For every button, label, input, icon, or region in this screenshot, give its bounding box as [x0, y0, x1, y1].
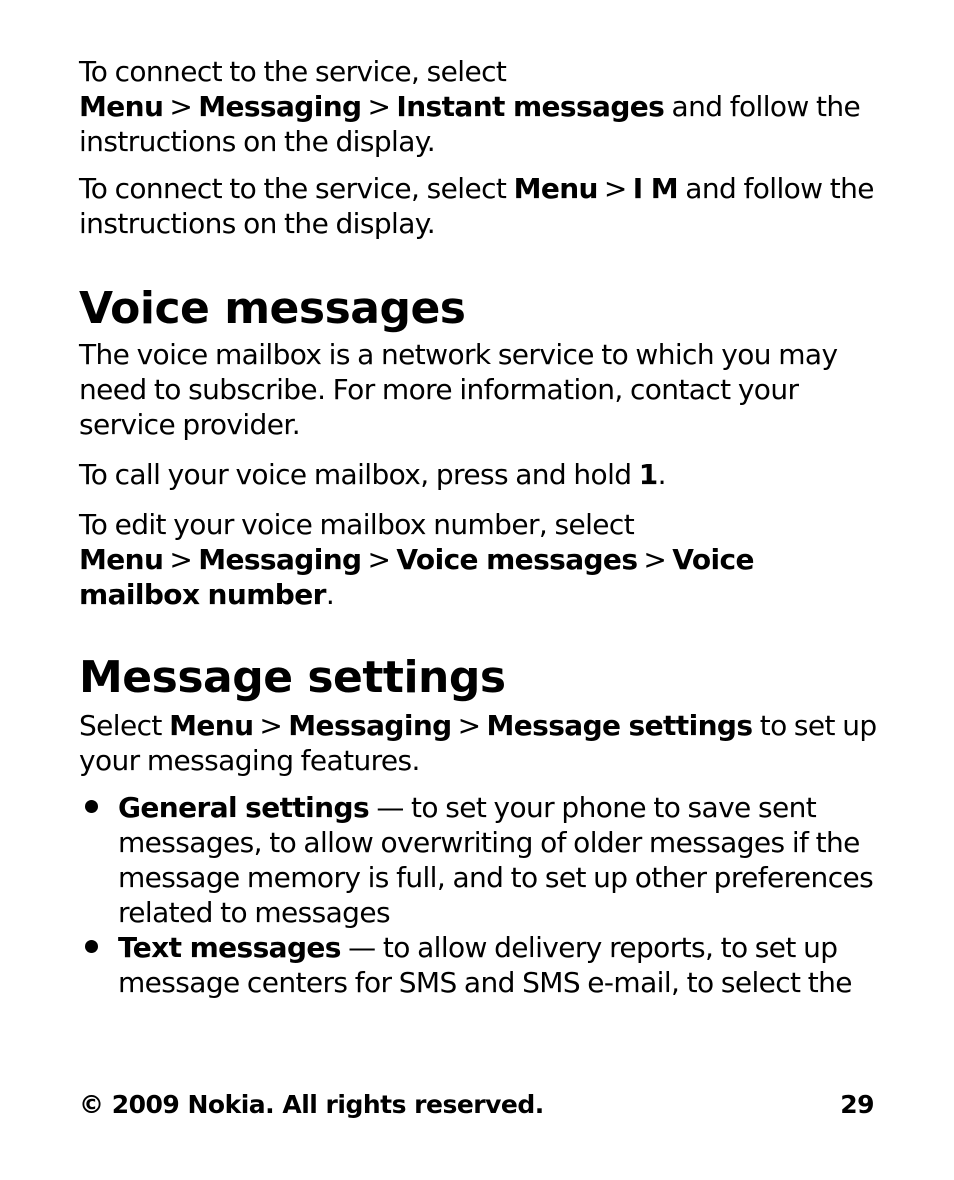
- path-separator: >: [367, 90, 391, 123]
- em-dash: —: [369, 791, 412, 824]
- menu-path-voice-messages: Voice messages: [396, 543, 638, 576]
- text: To connect to the service, select: [79, 172, 514, 205]
- list-item-text: to allow delivery reports, to set up message centers for SMS and SMS e-mail, to select the: [118, 931, 852, 999]
- text: .: [325, 578, 335, 611]
- intro-paragraph-im: [79, 171, 879, 241]
- section-heading-voice-messages: Voice messages: [79, 283, 466, 334]
- section-heading-message-settings: Message settings: [79, 652, 506, 703]
- path-separator: >: [259, 709, 283, 742]
- menu-path-messaging: Messaging: [198, 543, 362, 576]
- menu-path-messaging: Messaging: [288, 709, 452, 742]
- menu-path-menu: Menu: [79, 90, 164, 123]
- text: .: [657, 458, 666, 491]
- document-page: [79, 54, 879, 1000]
- list-item-general-settings: [79, 790, 879, 930]
- path-separator: >: [457, 709, 481, 742]
- list-item-text-messages: [79, 930, 879, 1000]
- menu-path-menu: Menu: [79, 543, 164, 576]
- text: To call your voice mailbox, press and hold: [79, 458, 639, 491]
- em-dash: —: [340, 931, 383, 964]
- menu-path-instant-messages: Instant messages: [396, 90, 665, 123]
- text: Select: [79, 709, 170, 742]
- voice-paragraph-edit: [79, 507, 879, 612]
- path-separator: >: [367, 543, 391, 576]
- bullet-icon: [85, 800, 98, 813]
- bullet-icon: [85, 940, 98, 953]
- settings-list: [79, 790, 879, 1000]
- intro-paragraph-instant-messages: [79, 54, 879, 159]
- voice-paragraph-call: [79, 457, 879, 492]
- menu-path-menu: Menu: [169, 709, 254, 742]
- path-separator: >: [643, 543, 667, 576]
- text: to set up your messaging features.: [79, 709, 877, 777]
- list-item-text: to set your phone to save sent messages, to allow overwriting of older messages if the message memory is full, and to set up other preferences related to messages: [118, 791, 874, 929]
- settings-paragraph: [79, 708, 879, 778]
- text: To edit your voice mailbox number, select: [79, 508, 635, 541]
- key-label: 1: [638, 458, 658, 491]
- page-footer: [79, 1088, 874, 1122]
- menu-path-menu: Menu: [513, 172, 598, 205]
- path-separator: >: [169, 543, 193, 576]
- voice-paragraph-intro: The voice mailbox is a network service to which you may need to subscribe. For more information, contact your service provider.: [79, 338, 838, 441]
- text: and follow the instructions on the display.: [79, 90, 861, 158]
- menu-path-im: I M: [632, 172, 678, 205]
- list-item-term: General settings: [118, 791, 370, 824]
- text: and follow the instructions on the display.: [79, 172, 874, 240]
- page-number: 29: [840, 1090, 874, 1119]
- list-item-term: Text messages: [118, 931, 341, 964]
- menu-path-messaging: Messaging: [198, 90, 362, 123]
- path-separator: >: [169, 90, 193, 123]
- copyright-notice: © 2009 Nokia. All rights reserved.: [79, 1090, 544, 1119]
- path-separator: >: [603, 172, 627, 205]
- text: To connect to the service, select: [79, 55, 507, 88]
- menu-path-message-settings: Message settings: [486, 709, 753, 742]
- menu-path-voice-mailbox-number: Voice mailbox number: [79, 543, 754, 611]
